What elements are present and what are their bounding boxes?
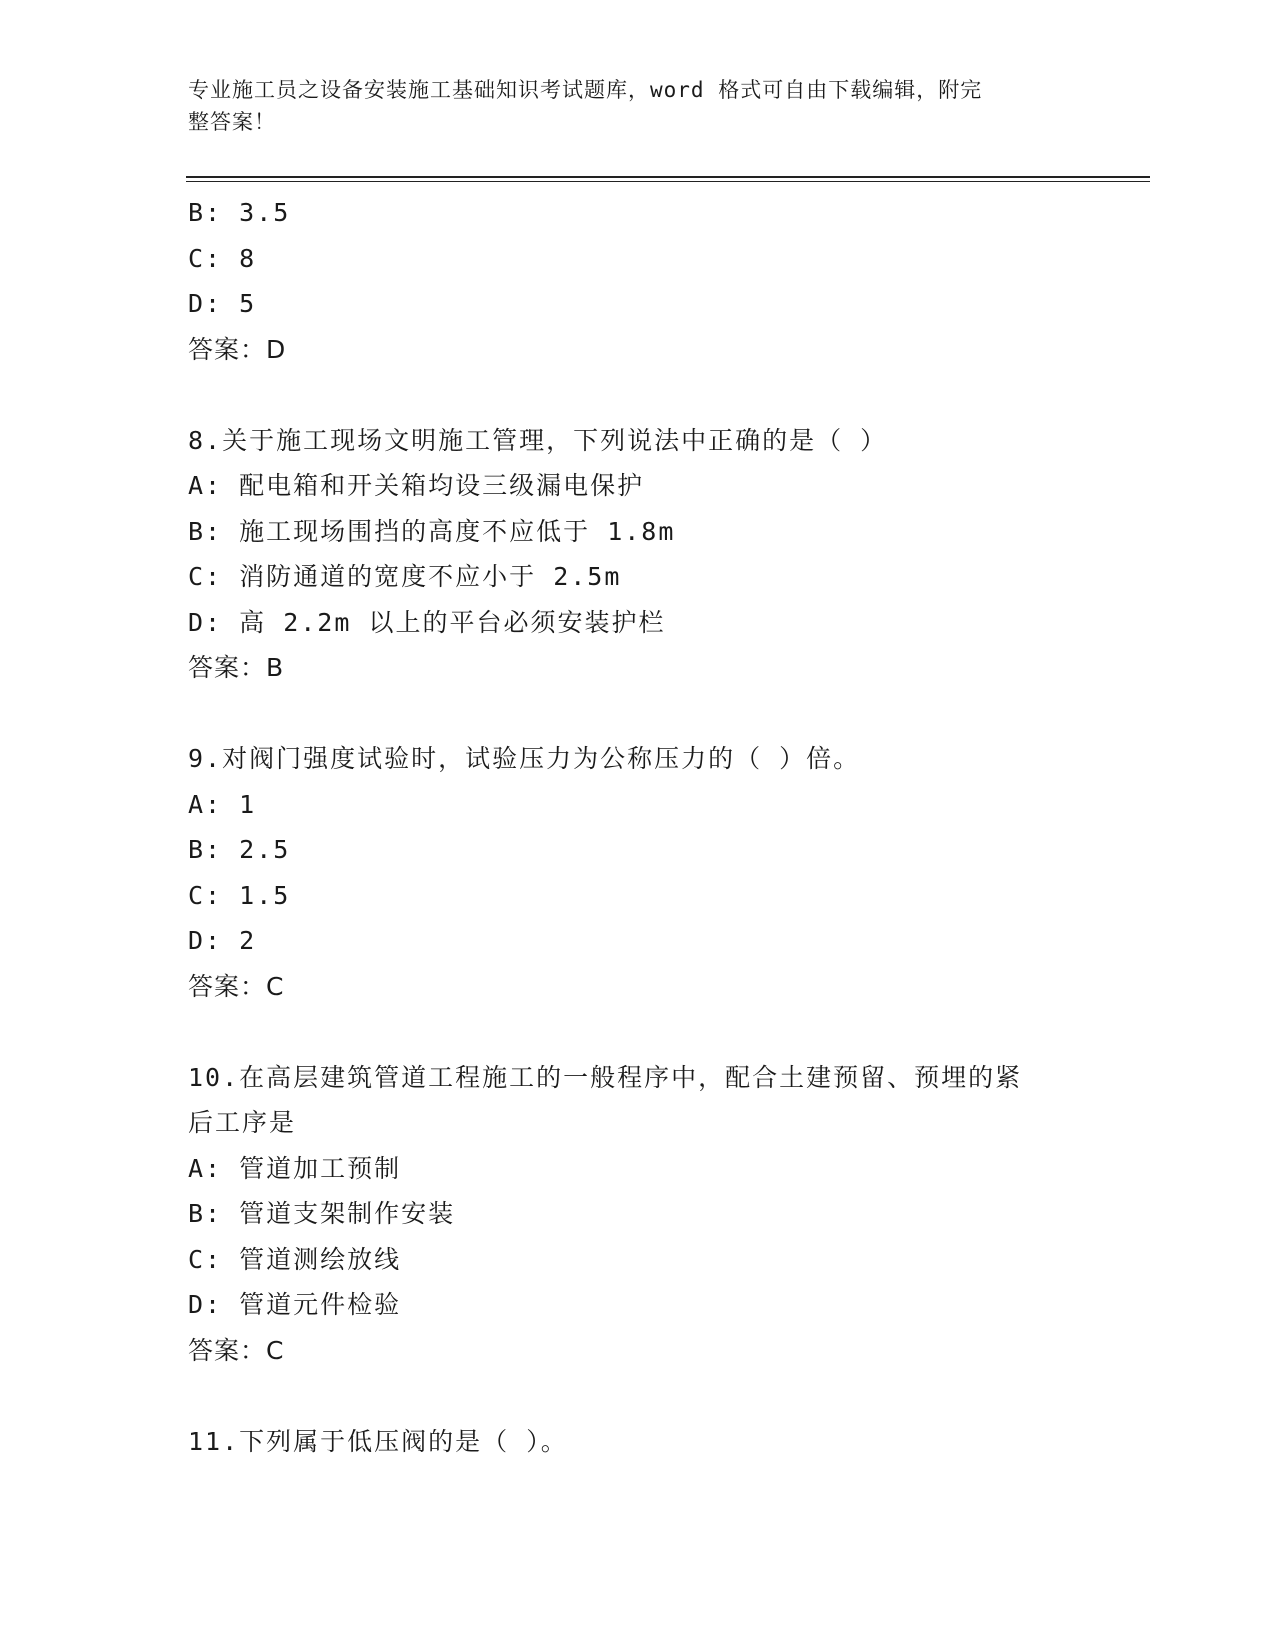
question-9	[188, 736, 1088, 1009]
spacer	[188, 372, 1088, 418]
header-divider-thick	[186, 176, 1150, 178]
question-stem: 9.对阀门强度试验时，试验压力为公称压力的（ ）倍。	[188, 744, 861, 773]
option-a: A: 管道加工预制	[188, 1153, 402, 1183]
question-8	[188, 418, 1088, 691]
answer: 答案：C	[188, 971, 285, 1001]
header-line-1: 专业施工员之设备安装施工基础知识考试题库，word 格式可自由下载编辑，附完	[188, 78, 983, 102]
header-divider-thin	[186, 181, 1150, 182]
option-c: C: 消防通道的宽度不应小于 2.5m	[188, 562, 622, 591]
document-header	[188, 74, 1068, 138]
spacer	[188, 1373, 1088, 1419]
question-stem: 11.下列属于低压阀的是（ ）。	[188, 1426, 568, 1456]
answer: 答案：D	[188, 334, 287, 364]
answer: 答案：B	[188, 653, 285, 682]
option-b: B: 2.5	[188, 835, 291, 864]
option-b: B: 施工现场围挡的高度不应低于 1.8m	[188, 516, 676, 546]
option-d: D: 2	[188, 926, 257, 955]
option-b: B: 3.5	[188, 198, 291, 227]
option-d: D: 5	[188, 289, 257, 318]
question-stem-line-1: 10.在高层建筑管道工程施工的一般程序中，配合土建预留、预埋的紧	[188, 1062, 1023, 1092]
option-c: C: 1.5	[188, 880, 291, 910]
question-7-tail	[188, 190, 1088, 372]
option-a: A: 1	[188, 789, 257, 819]
question-11	[188, 1419, 1088, 1465]
option-a: A: 配电箱和开关箱均设三级漏电保护	[188, 471, 645, 500]
option-c: C: 8	[188, 243, 257, 273]
question-stem: 8.关于施工现场文明施工管理，下列说法中正确的是（ ）	[188, 425, 888, 455]
option-c: C: 管道测绘放线	[188, 1244, 402, 1274]
question-stem-line-2: 后工序是	[188, 1108, 297, 1137]
option-b: B: 管道支架制作安装	[188, 1199, 456, 1228]
header-line-2: 整答案！	[188, 110, 276, 134]
option-d: D: 高 2.2m 以上的平台必须安装护栏	[188, 607, 666, 637]
option-d: D: 管道元件检验	[188, 1290, 402, 1319]
question-list	[188, 190, 1088, 1464]
spacer	[188, 691, 1088, 737]
question-10	[188, 1055, 1088, 1374]
spacer	[188, 1009, 1088, 1055]
answer: 答案：C	[188, 1335, 285, 1365]
